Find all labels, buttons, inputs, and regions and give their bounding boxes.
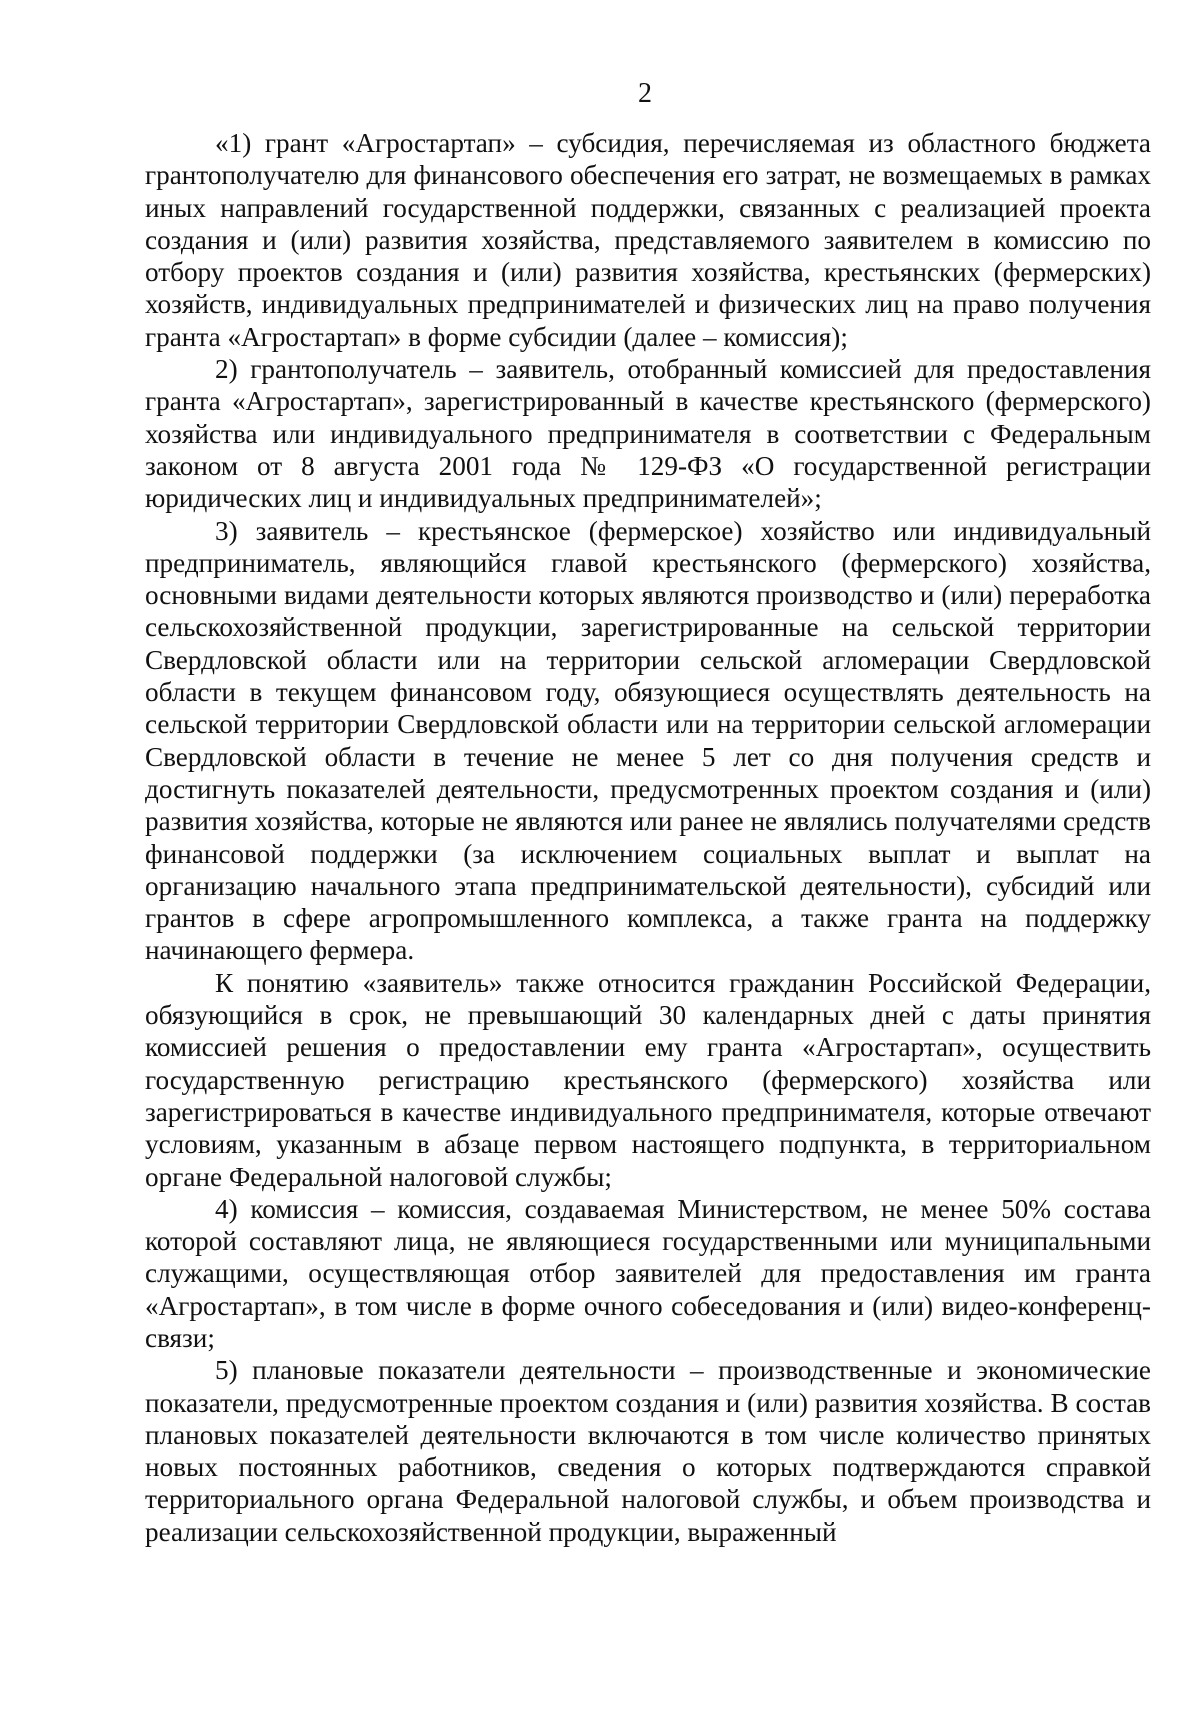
- paragraph-planned-indicators: 5) плановые показатели деятельности – производственные и экономические показатели, предусмотренные проектом создания и (или) развития хозяйства. В состав плановых показателей деятельности включаются в том числе количество принятых новых постоянных работников, сведения о которых подтверждаются справкой территориального органа Федеральной налоговой службы, и объем производства и реализации сельскохозяйственной продукции, выраженный: [145, 1355, 1151, 1547]
- paragraph-grant-recipient: 2) грантополучатель – заявитель, отобранный комиссией для предоставления гранта «Агростартап», зарегистрированный в качестве крестьянского (фермерского) хозяйства или индивидуального предпринимателя в соответствии с Федеральным законом от 8 августа 2001 года № 129-ФЗ «О государственной регистрации юридических лиц и индивидуальных предпринимателей»;: [145, 354, 1151, 514]
- paragraph-commission: 4) комиссия – комиссия, создаваемая Министерством, не менее 50% состава которой составляют лица, не являющиеся государственными или муниципальными служащими, осуществляющая отбор заявителей для предоставления им гранта «Агростартап», в том числе в форме очного собеседования и (или) видео-конференц-связи;: [145, 1193, 1151, 1353]
- paragraph-grant-definition: «1) грант «Агростартап» – субсидия, перечисляемая из областного бюджета грантополучателю для финансового обеспечения его затрат, не возмещаемых в рамках иных направлений государственной поддержки, связанных с реализацией проекта создания и (или) развития хозяйства, представляемого заявителем в комиссию по отбору проектов создания и (или) развития хозяйства, крестьянских (фермерских) хозяйств, индивидуальных предпринимателей и физических лиц на право получения гранта «Агростартап» в форме субсидии (далее – комиссия);: [145, 128, 1151, 352]
- paragraph-applicant-citizen: К понятию «заявитель» также относится гражданин Российской Федерации, обязующийся в срок, не превышающий 30 календарных дней с даты принятия комиссией решения о предоставлении ему гранта «Агростартап», осуществить государственную регистрацию крестьянского (фермерского) хозяйства или зарегистрироваться в качестве индивидуального предпринимателя, которые отвечают условиям, указанным в абзаце первом настоящего подпункта, в территориальном органе Федеральной налоговой службы;: [145, 967, 1151, 1192]
- page-number: 2: [638, 78, 652, 109]
- paragraph-applicant: 3) заявитель – крестьянское (фермерское) хозяйство или индивидуальный предприниматель, являющийся главой крестьянского (фермерского) хозяйства, основными видами деятельности которых являются производство и (или) переработка сельскохозяйственной продукции, зарегистрированные на сельской территории Свердловской области или на территории сельской агломерации Свердловской области в текущем финансовом году, обязующиеся осуществлять деятельность на сельской территории Свердловской области или на территории сельской агломерации Свердловской области в течение не менее 5 лет со дня получения средств и достигнуть показателей деятельности, предусмотренных проектом создания и (или) развития хозяйства, которые не являются или ранее не являлись получателями средств финансовой поддержки (за исключением социальных выплат и выплат на организацию начального этапа предпринимательской деятельности), субсидий или грантов в сфере агропромышленного комплекса, а также гранта на поддержку начинающего фермера.: [145, 515, 1151, 966]
- document-body: [145, 127, 1151, 1548]
